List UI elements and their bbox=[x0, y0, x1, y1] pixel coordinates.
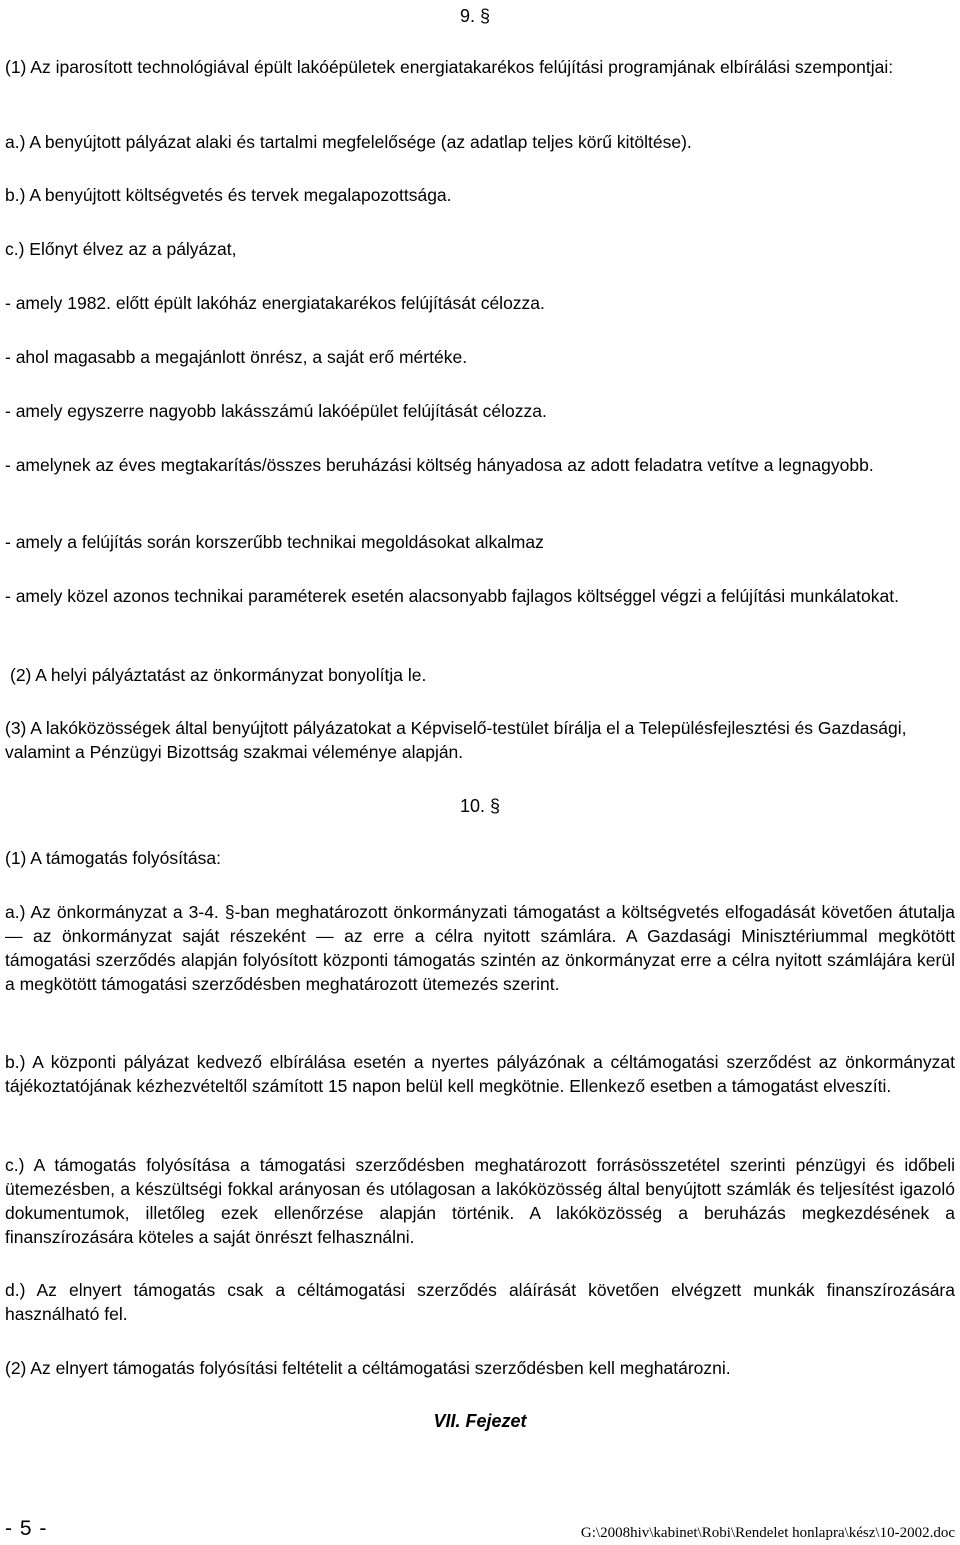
payment-item-a: a.) Az önkormányzat a 3-4. §-ban meghatározott önkormányzati támogatást a költségvetés elfogadását követően átutalja — az önkormányzat saját részeként — az erre a célra nyitott számlára. A Gazdasági Minisztériummal megkötött támogatási szerződés alapján folyósított központi támogatás szintén az önkormányzat erre a célra nyitott számlájára kerül a megkötött támogatási szerződésben meghatározott ütemezés szerint. bbox=[5, 902, 955, 994]
bullet-item: - ahol magasabb a megajánlott önrész, a saját erő mértéke. bbox=[5, 347, 468, 367]
bullet-item: - amely 1982. előtt épült lakóház energiatakarékos felújítását célozza. bbox=[5, 293, 545, 313]
criterion-c: c.) Előnyt élvez az a pályázat, bbox=[5, 239, 237, 259]
section-9-paragraph-2: (2) A helyi pályáztatást az önkormányzat bonyolítja le. bbox=[10, 665, 427, 685]
bullet-item: - amely közel azonos technikai paraméterek esetén alacsonyabb fajlagos költséggel végzi a felújítási munkálatokat. bbox=[5, 586, 899, 606]
section-9-paragraph-1: (1) Az iparosított technológiával épült lakóépületek energiatakarékos felújítási programjának elbírálási szempontjai: bbox=[5, 57, 894, 77]
section-10-heading: 10. § bbox=[460, 796, 501, 816]
section-10-paragraph-1: (1) A támogatás folyósítása: bbox=[5, 848, 221, 868]
section-9-paragraph-3: (3) A lakóközösségek által benyújtott pályázatokat a Képviselő-testület bírálja el a Településfejlesztési és Gazdasági, valamint a Pénzügyi Bizottság szakmai véleménye alapján. bbox=[5, 718, 907, 762]
criterion-a: a.) A benyújtott pályázat alaki és tartalmi megfelelősége (az adatlap teljes körű kitöltése). bbox=[5, 132, 692, 152]
bullet-item: - amely a felújítás során korszerűbb technikai megoldásokat alkalmaz bbox=[5, 532, 544, 552]
bullet-item: - amelynek az éves megtakarítás/összes beruházási költség hányadosa az adott feladatra vetítve a legnagyobb. bbox=[5, 455, 874, 475]
section-9-heading: 9. § bbox=[460, 6, 491, 26]
chapter-title: VII. Fejezet bbox=[433, 1411, 527, 1431]
payment-item-d: d.) Az elnyert támogatás csak a céltámogatási szerződés aláírását követően elvégzett munkák finanszírozására használható fel. bbox=[5, 1280, 955, 1324]
payment-item-c: c.) A támogatás folyósítása a támogatási szerződésben meghatározott forrásösszetétel szerinti pénzügyi és időbeli ütemezésben, a készültségi fokkal arányosan és utólagosan a lakóközösség által benyújtott számlák és teljesítést igazoló dokumentumok, illetőleg ezek ellenőrzése alapján történik. A lakóközösség a beruházás megkezdésének a finanszírozására köteles a saját önrészt felhasználni. bbox=[5, 1155, 955, 1247]
file-path: G:\2008hiv\kabinet\Robi\Rendelet honlapra\kész\10-2002.doc bbox=[580, 1525, 955, 1541]
payment-item-b: b.) A központi pályázat kedvező elbírálása esetén a nyertes pályázónak a céltámogatási szerződést az önkormányzat tájékoztatójának kézhezvételtől számított 15 napon belül kell megkötnie. Ellenkező esetben a támogatást elveszíti. bbox=[5, 1052, 955, 1096]
bullet-item: - amely egyszerre nagyobb lakásszámú lakóépület felújítását célozza. bbox=[5, 401, 547, 421]
section-10-paragraph-2: (2) Az elnyert támogatás folyósítási feltételit a céltámogatási szerződésben kell meghatározni. bbox=[5, 1358, 731, 1378]
criterion-b: b.) A benyújtott költségvetés és tervek megalapozottsága. bbox=[5, 185, 452, 205]
page-number: - 5 - bbox=[5, 1517, 48, 1540]
